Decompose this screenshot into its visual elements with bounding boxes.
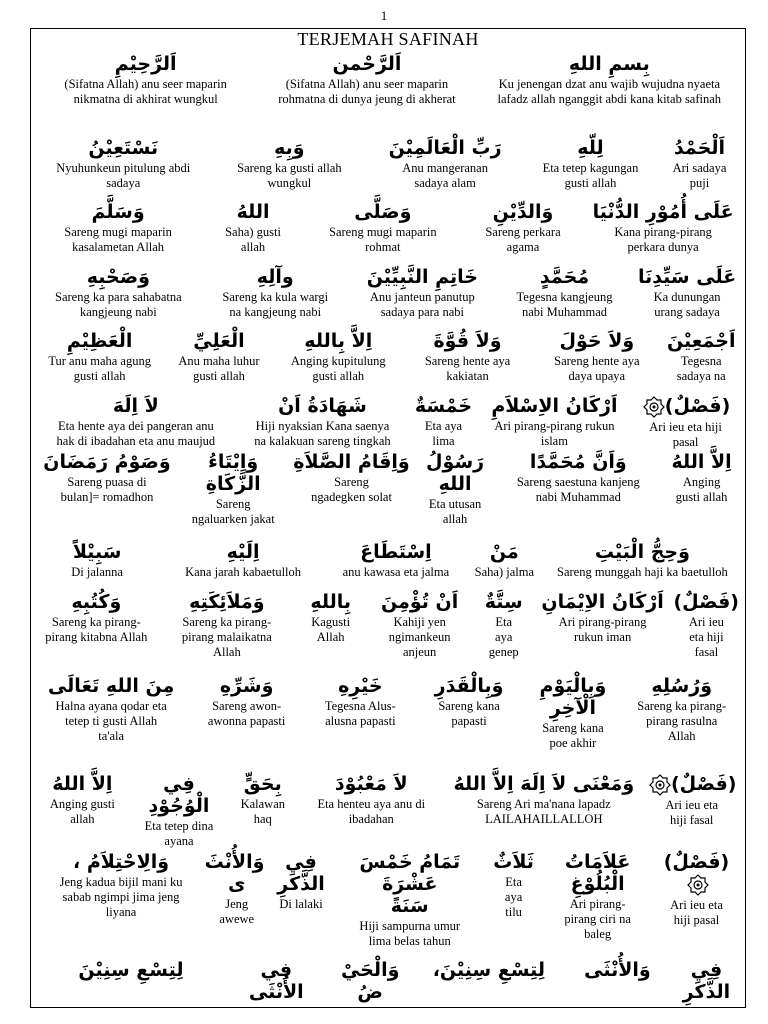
- translation-text: Sareng puasa di bulan]= romadhon: [60, 475, 154, 504]
- table-cell: [35, 773, 130, 827]
- table-cell: [164, 330, 273, 384]
- table-cell: [266, 851, 335, 912]
- table-cell: [35, 541, 159, 580]
- table-cell: [365, 591, 474, 660]
- arabic-text: الْعَلِيِّ: [193, 330, 245, 352]
- translation-text: Eta tetep kagungan gusti allah: [542, 161, 639, 190]
- arabic-text: وَسَلَّمَ: [91, 201, 145, 223]
- translation-text: Kana pirang-pirang perkara dunya: [614, 225, 712, 254]
- page-number: 1: [380, 8, 388, 23]
- translation-text: Ari ieu eta hiji fasal: [688, 615, 724, 659]
- arabic-text: اِسْتَطَاعَ: [360, 541, 432, 563]
- arabic-text: بِاللهِ: [310, 591, 351, 613]
- table-cell: [415, 959, 563, 981]
- arabic-text: وَالِاحْتِلاَمُ ،: [72, 851, 170, 873]
- ornament-star-icon: [643, 396, 665, 418]
- arabic-text: لاَ اِلَهَ: [112, 395, 159, 417]
- translation-text: anu kawasa eta jalma: [342, 565, 450, 579]
- arabic-text: وَلاَ قُوَّةَ: [433, 330, 502, 352]
- arabic-text: وَالأُنْثَى: [584, 959, 651, 981]
- arabic-text: فِي الذَّكَرِ: [682, 959, 731, 1003]
- table-cell: [661, 330, 741, 384]
- arabic-text: اَرْكَانُ الاِيْمَانِ: [541, 591, 664, 613]
- arabic-text: ثَلاَثٌ: [493, 851, 534, 873]
- table-cell: [630, 395, 741, 450]
- translation-text: Anu janteun panutup sadaya para nabi: [369, 290, 475, 319]
- arabic-text: لاَ مَعْبُوْدَ: [334, 773, 408, 795]
- table-cell: [227, 959, 326, 1003]
- translation-text: Eta henteu aya anu di ibadahan: [317, 797, 426, 826]
- arabic-text: لِلّهِ: [577, 137, 604, 159]
- table-cell: [367, 137, 523, 191]
- translation-text: Sareng ngadegken solat: [311, 475, 392, 504]
- translation-text: Ari sadaya puji: [672, 161, 727, 190]
- arabic-text: وَصَوْمُ رَمَضَانَ: [43, 451, 171, 473]
- table-cell: [672, 591, 741, 660]
- arabic-text: اَنْ تُؤْمِنَ: [381, 591, 459, 613]
- table-cell: [296, 591, 365, 645]
- translation-text: Sareng mugi maparin kasalametan Allah: [64, 225, 172, 254]
- translation-text: Sareng hente aya kakiatan: [424, 354, 511, 383]
- arabic-text: مِنَ اللهِ تَعَالَى: [47, 675, 175, 697]
- arabic-text: وَالأُنْثَ ى: [204, 851, 265, 895]
- table-cell: [585, 201, 741, 255]
- table-cell: [662, 451, 741, 505]
- table-cell: [336, 851, 484, 949]
- arabic-text: رَبِّ الْعَالَمِيْنَ: [388, 137, 502, 159]
- arabic-text: وَاِقَامُ الصَّلاَةِ: [293, 451, 410, 473]
- arabic-text: اِلاَّ بِاللهِ: [304, 330, 373, 352]
- translation-text: Hiji nyaksian Kana saenya na kalakuan sareng tingkah: [254, 419, 391, 448]
- arabic-text: اِلاَّ اللهُ: [52, 773, 113, 795]
- arabic-text: (فَصْلٌ): [644, 773, 739, 796]
- table-cell: [563, 959, 672, 981]
- arabic-text: اَرْكَانُ الاِسْلاَمِ: [491, 395, 618, 417]
- table-cell: [326, 959, 415, 1003]
- arabic-text: وَبِهِ: [274, 137, 305, 159]
- translation-text: Sareng ka para sahabatna kangjeung nabi: [55, 290, 182, 319]
- arabic-text: وَلاَ حَوْلَ: [559, 330, 635, 352]
- table-cell: [416, 451, 495, 527]
- translation-text: Ari pirang- pirang ciri na baleg: [564, 897, 631, 941]
- translation-text: Sareng awon- awonna papasti: [207, 699, 286, 728]
- table-cell: [201, 201, 305, 255]
- translation-text: Halna ayana qodar eta tetep ti gusti Allah ta'ala: [55, 699, 167, 743]
- arabic-text: بِسمِ اللهِ: [568, 53, 650, 75]
- table-cell: [478, 53, 741, 107]
- table-cell: [35, 266, 202, 320]
- table-cell: [274, 330, 403, 384]
- translation-text: Di jalanna: [71, 565, 123, 579]
- translation-text: Ari ieu eta hiji pasal: [670, 897, 723, 927]
- translation-text: (Sifatna Allah) anu seer maparin rohmatna di dunya jeung di akherat: [278, 77, 456, 106]
- arabic-text: شَهَادَةُ اَنْ: [278, 395, 367, 417]
- table-cell: [179, 451, 287, 527]
- translation-text: Hiji sampurna umur lima belas tahun: [359, 919, 461, 948]
- translation-text: Sareng hente aya daya upaya: [554, 354, 640, 383]
- table-cell: [543, 851, 652, 942]
- table-cell: [633, 266, 741, 320]
- arabic-text: وَصَحْبِهِ: [86, 266, 150, 288]
- translation-text: Eta hente aya dei pangeran anu hak di ibadahan eta anu maujud: [56, 419, 216, 448]
- translation-text: Sareng ka gusti allah wungkul: [237, 161, 342, 190]
- table-cell: [672, 959, 741, 1003]
- translation-text: Sareng Ari ma'nana lapadz LAILAHAILLALLOH: [476, 797, 611, 826]
- arabic-text: وَالدِّيْنِ: [492, 201, 554, 223]
- translation-text: Sareng ngaluarken jakat: [191, 497, 275, 526]
- table-cell: [495, 451, 663, 505]
- translation-text: Kalawan haq: [240, 797, 285, 826]
- arabic-text: اَلرَّحْمن: [332, 53, 402, 75]
- translation-text: Saha) gusti allah: [225, 225, 281, 254]
- translation-text: Sareng ka pirang- pirang rasulna Allah: [637, 699, 727, 743]
- table-cell: [212, 137, 368, 191]
- translation-text: Anu mangeranan sadaya alam: [402, 161, 488, 190]
- table-cell: [327, 541, 465, 580]
- translation-text: Eta aya lima: [424, 419, 463, 448]
- arabic-text: خَمْسَةٌ: [414, 395, 473, 417]
- translation-text: Tegesna Alus- alusna papasti: [324, 699, 396, 728]
- translation-text: Kagusti Allah: [311, 615, 351, 644]
- translation-text: Nyuhunkeun pitulung abdi sadaya: [56, 161, 191, 190]
- table-cell: [204, 851, 266, 927]
- table-cell: [642, 773, 741, 828]
- table-cell: [403, 330, 532, 384]
- table-cell: [256, 53, 477, 107]
- translation-text: Ka dunungan urang sadaya: [653, 290, 721, 319]
- arabic-text: وَاِيْتَاءُ الزَّكَاةِ: [205, 451, 261, 495]
- table-cell: [349, 266, 496, 320]
- arabic-text: وَاَنَّ مُحَمَّدًا: [529, 451, 627, 473]
- arabic-text: وَحِجُّ الْبَيْتِ: [594, 541, 690, 563]
- table-cell: [159, 541, 327, 580]
- table-cell: [544, 541, 741, 580]
- arabic-text: لِتِسْعِ سِنِيْنَ،: [432, 959, 546, 981]
- page-title: TERJEMAH SAFINAH: [297, 29, 479, 49]
- table-cell: [652, 851, 741, 928]
- table-cell: [35, 201, 201, 255]
- translation-text: Sareng saestuna kanjeng nabi Muhammad: [516, 475, 640, 504]
- arabic-text: (فَصْلٌ): [673, 591, 739, 613]
- table-cell: [523, 675, 622, 751]
- arabic-text: وَرُسُلِهِ: [651, 675, 713, 697]
- table-cell: [35, 53, 256, 107]
- table-cell: [496, 266, 633, 320]
- arabic-text: وَشَرِّهِ: [219, 675, 274, 697]
- table-cell: [484, 851, 543, 920]
- translation-text: Sareng perkara agama: [485, 225, 561, 254]
- arabic-text: وَكُتُبِهِ: [71, 591, 122, 613]
- arabic-text: وَالْحَيْ ضُ: [341, 959, 400, 1003]
- table-cell: [228, 773, 297, 827]
- arabic-text: اللهُ: [236, 201, 270, 223]
- arabic-text: الْعَظِيْمِ: [66, 330, 133, 352]
- translation-text: Sareng mugi maparin rohmat: [329, 225, 437, 254]
- table-cell: [479, 395, 630, 449]
- translation-text: (Sifatna Allah) anu seer maparin nikmatna di akhirat wungkul: [64, 77, 227, 106]
- arabic-text: سِتَّةٌ: [484, 591, 523, 613]
- translation-text: Jeng awewe: [219, 897, 255, 926]
- table-cell: [408, 395, 479, 449]
- translation-text: Sareng ka pirang- pirang kitabna Allah: [45, 615, 148, 644]
- table-cell: [237, 395, 408, 449]
- table-cell: [35, 137, 212, 191]
- translation-text: Sareng munggah haji ka baetulloh: [557, 565, 728, 579]
- arabic-text: مَنْ: [489, 541, 519, 563]
- arabic-text: فِي الْوُجُوْدِ: [148, 773, 210, 817]
- arabic-text: سَبِيْلاً: [72, 541, 122, 563]
- table-cell: [297, 773, 445, 827]
- table-cell: [287, 451, 415, 505]
- translation-text: Kahiji yen ngimankeun anjeun: [388, 615, 451, 659]
- arabic-text: بِحَقٍّ: [243, 773, 282, 795]
- table-cell: [158, 591, 296, 660]
- translation-text: Jeng kadua bijil mani ku sabab ngimpi jima jeng liyana: [59, 875, 183, 919]
- table-cell: [35, 330, 164, 384]
- table-cell: [523, 137, 658, 191]
- translation-text: Tegesna kangjeung nabi Muhammad: [516, 290, 613, 319]
- arabic-text: وَبِالْيَوْمِ الْآخِرِ: [539, 675, 607, 719]
- translation-text: Ari pirang-pirang rukun islam: [494, 419, 615, 448]
- ornament-star-icon: [649, 774, 671, 796]
- arabic-text: (فَصْلٌ): [632, 395, 739, 418]
- translation-text: Anging kupitulung gusti allah: [290, 354, 386, 383]
- arabic-text: وَصَلَّى: [354, 201, 412, 223]
- table-cell: [445, 773, 642, 827]
- arabic-text: لِتِسْعِ سِنِيْنَ: [78, 959, 184, 981]
- translation-text: Kana jarah kabaetulloh: [185, 565, 302, 579]
- arabic-text: فِي الذَّكَرِ: [277, 851, 325, 895]
- translation-text: Di lalaki: [279, 897, 323, 911]
- translation-text: Ku jenengan dzat anu wajib wujudna nyaeta lafadz allah nganggit abdi kana kitab safinah: [497, 77, 722, 106]
- arabic-text: اِلاَّ اللهُ: [671, 451, 732, 473]
- table-cell: [474, 591, 533, 660]
- table-cell: [622, 675, 741, 744]
- table-cell: [533, 591, 671, 645]
- arabic-text: (فَصْلٌ): [654, 851, 739, 896]
- table-cell: [415, 675, 524, 729]
- translation-text: Tegesna sadaya na: [676, 354, 726, 383]
- translation-text: Anging gusti allah: [675, 475, 728, 504]
- table-cell: [35, 959, 227, 981]
- arabic-text: وآلِهِ: [256, 266, 294, 288]
- table-cell: [35, 675, 187, 744]
- table-cell: [35, 591, 158, 645]
- arabic-text: وَمَلاَئِكَتِهِ: [189, 591, 265, 613]
- translation-text: Anging gusti allah: [49, 797, 115, 826]
- arabic-text: اَلرَّحِيْمِ: [114, 53, 177, 75]
- translation-text: Sareng kana poe akhir: [542, 721, 604, 750]
- table-cell: [532, 330, 661, 384]
- arabic-text: اَجْمَعِيْنَ: [666, 330, 736, 352]
- translation-text: Tur anu maha agung gusti allah: [48, 354, 151, 383]
- table-cell: [202, 266, 349, 320]
- table-cell: [461, 201, 586, 255]
- arabic-text: عَلَى سَيِّدِنَا: [637, 266, 737, 288]
- translation-text: Sareng kana papasti: [438, 699, 500, 728]
- page-frame: [30, 28, 746, 1008]
- arabic-text: اِلَيْهِ: [226, 541, 260, 563]
- translation-text: Ari ieu eta hiji fasal: [665, 797, 719, 827]
- table-cell: [305, 201, 461, 255]
- arabic-text: خَاتِمِ النَّبِيِّيْنَ: [366, 266, 478, 288]
- translation-text: Anu maha luhur gusti allah: [178, 354, 260, 383]
- translation-text: Eta aya tilu: [504, 875, 523, 919]
- table-cell: [306, 675, 415, 729]
- translation-text: Ari ieu eta hiji pasal: [649, 419, 722, 449]
- arabic-text: وَبِالْقَدَرِ: [434, 675, 504, 697]
- table-cell: [35, 395, 237, 449]
- table-cell: [187, 675, 306, 729]
- translation-text: Saha) jalma: [474, 565, 535, 579]
- translation-text: Eta tetep dina ayana: [144, 819, 214, 848]
- arabic-text: وَمَعْنَى لاَ اِلَهَ اِلاَّ اللهُ: [453, 773, 635, 795]
- arabic-text: رَسُوْلُ اللهِ: [426, 451, 485, 495]
- arabic-text: عَلاَمَاتُ الْبُلُوْغِ: [564, 851, 631, 895]
- table-cell: [35, 851, 207, 920]
- table-cell: [465, 541, 544, 580]
- translation-text: Sareng ka kula wargi na kangjeung nabi: [222, 290, 329, 319]
- arabic-text: مُحَمَّدٍ: [539, 266, 590, 288]
- arabic-text: خَيْرِهِ: [338, 675, 383, 697]
- translation-text: Eta utusan allah: [428, 497, 482, 526]
- table-cell: [35, 451, 179, 505]
- translation-text: Eta aya genep: [488, 615, 519, 659]
- table-cell: [658, 137, 741, 191]
- arabic-text: فِي الأُنْثَى: [248, 959, 304, 1003]
- translation-text: Ari pirang-pirang rukun iman: [558, 615, 647, 644]
- arabic-text: نَسْتَعِيْنُ: [88, 137, 159, 159]
- table-cell: [130, 773, 229, 849]
- arabic-text: تَمَامُ خَمْسَ عَشْرَةَ سَنَةً: [359, 851, 461, 917]
- arabic-text: عَلَى أُمُوْرِ الدُّنْيَا: [592, 201, 734, 223]
- ornament-star-icon: [687, 874, 709, 896]
- translation-text: Sareng ka pirang- pirang malaikatna Allah: [181, 615, 272, 659]
- arabic-text: اَلْحَمْدُ: [673, 137, 725, 159]
